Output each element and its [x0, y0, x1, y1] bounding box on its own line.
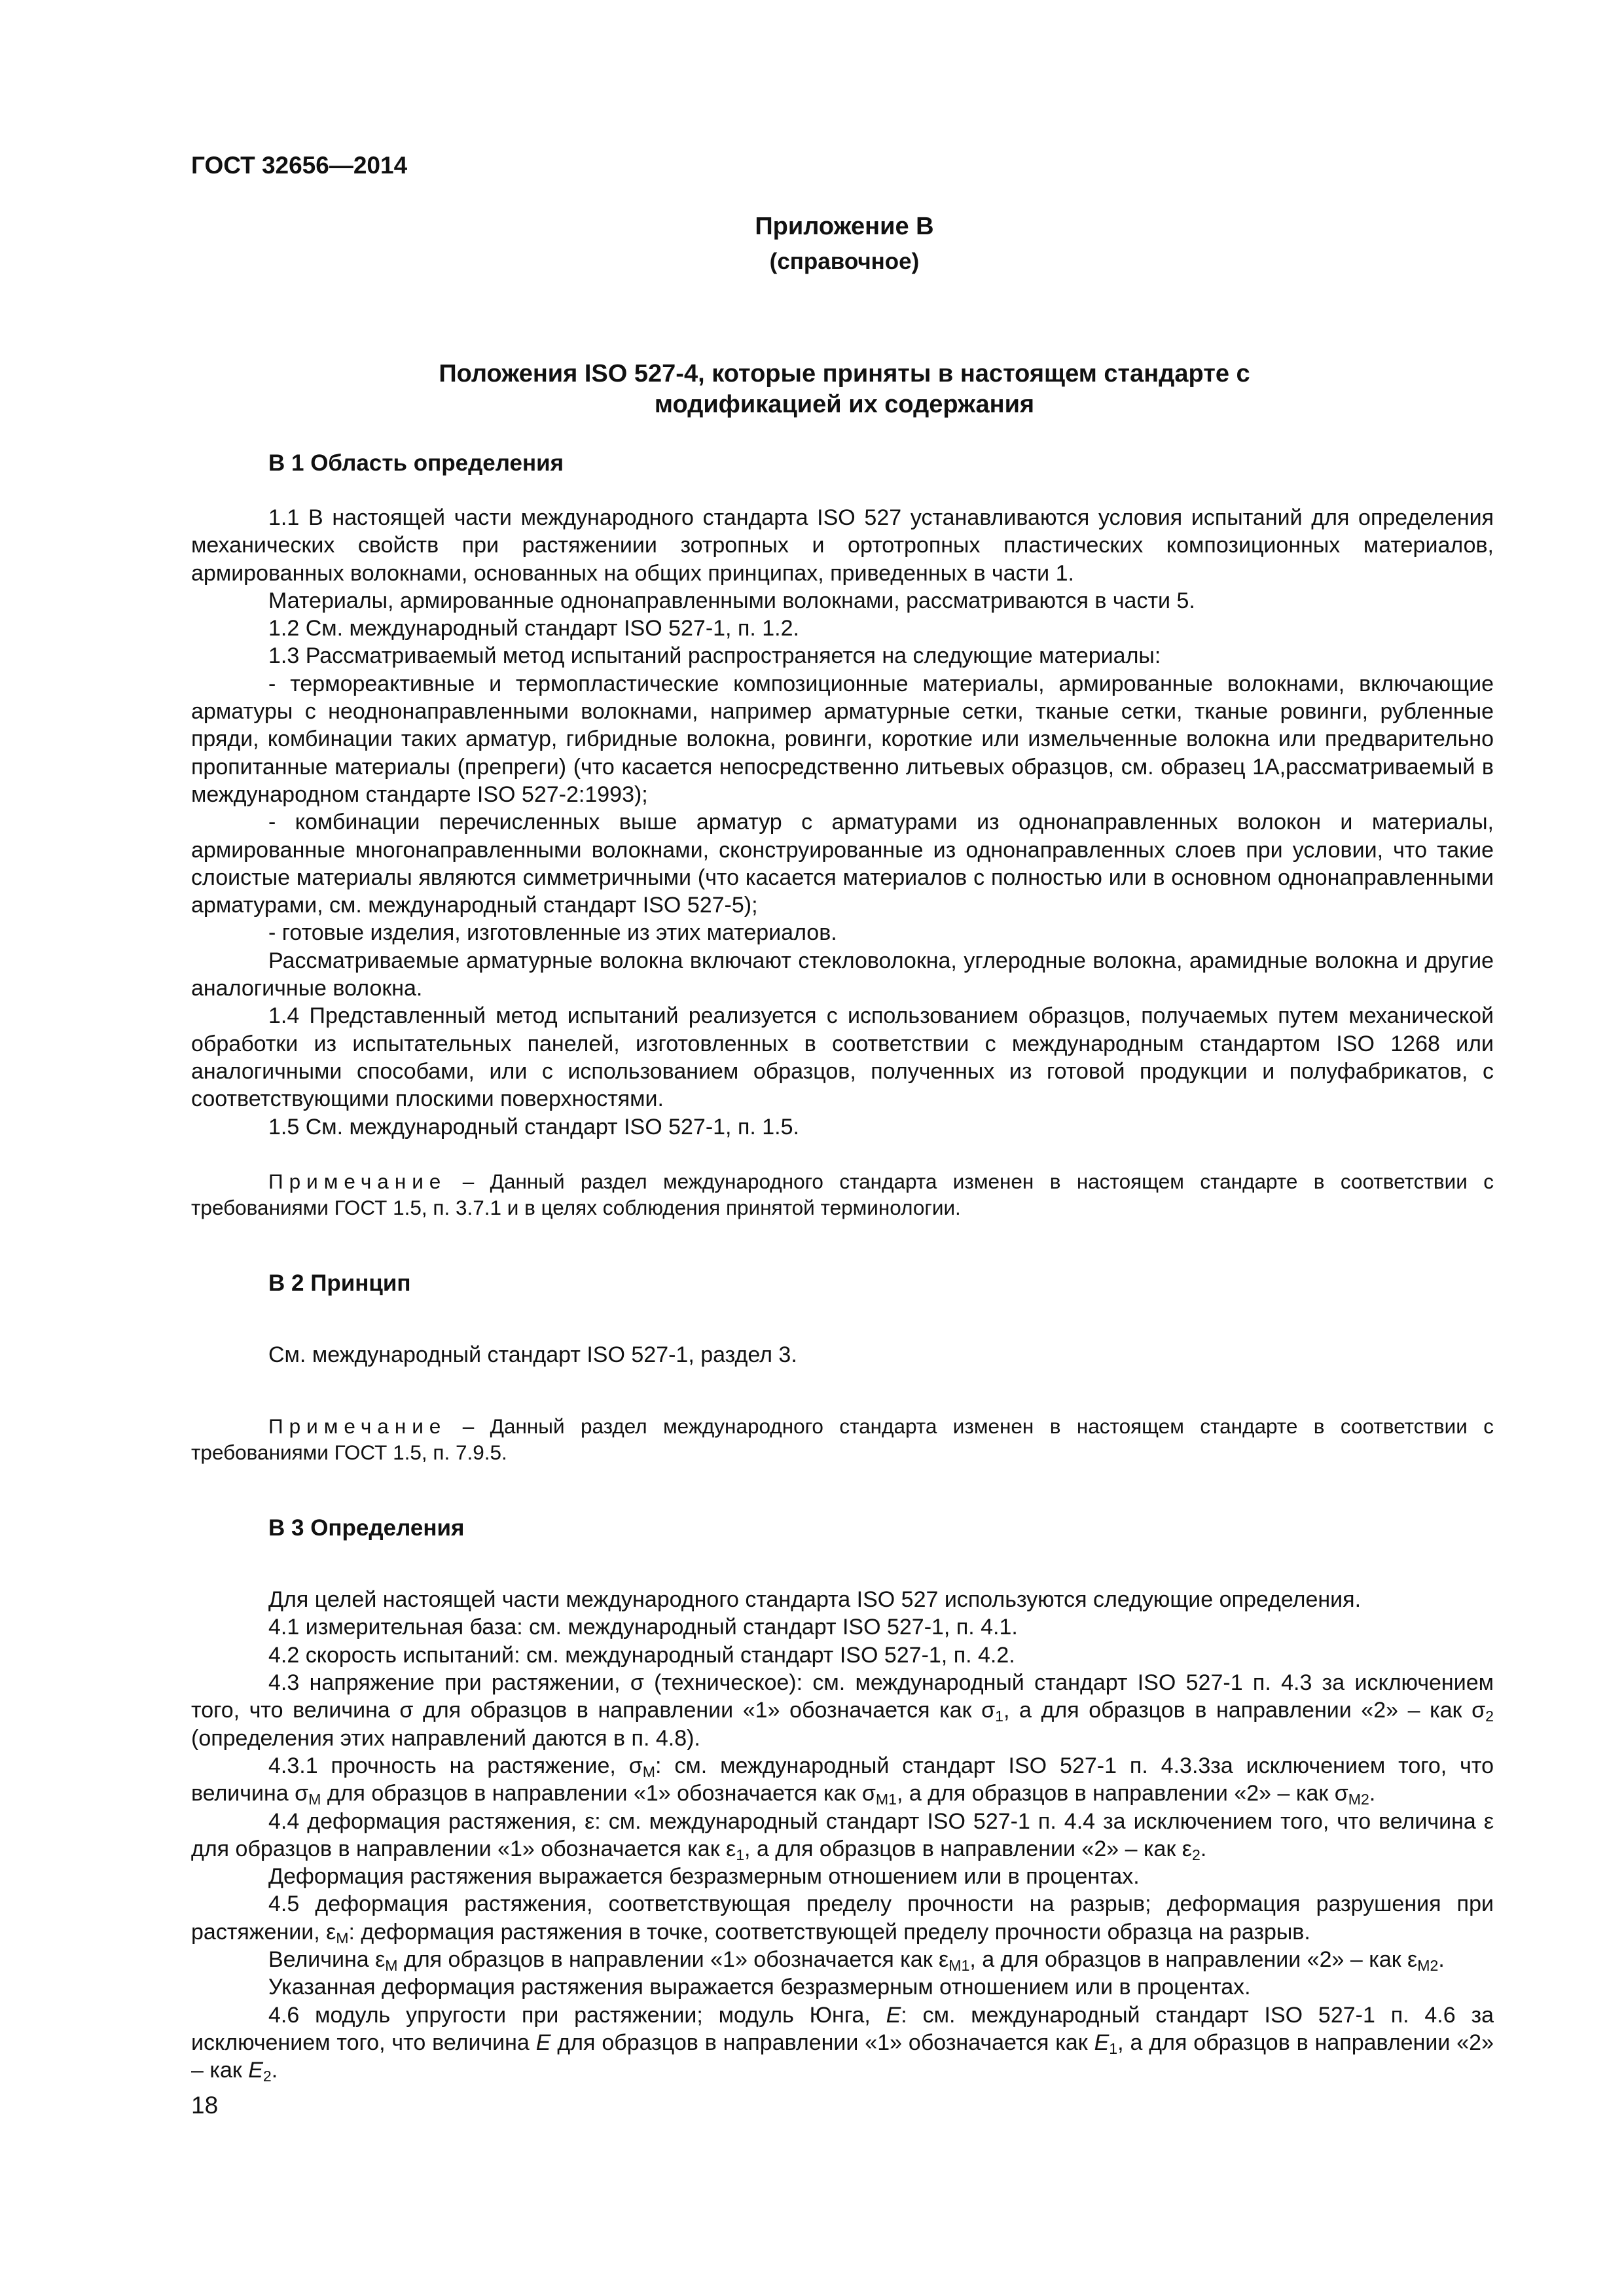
paragraph: 4.6 модуль упругости при растяжении; модуль Юнга, E: см. международный стандарт ISO 527-1 п. 4.6 за исключением того, что величина E для образцов в направлении «1» обозначается как $E_1$, а для образцов в направлении «2» – как $E_2$. [191, 2002, 1494, 2085]
standard-number: ГОСТ 32656—2014 [191, 152, 408, 179]
paragraph: 4.3.1 прочность на растяжение, $\sigma_M$: см. международный стандарт ISO 527-1 п. 4.3.3за исключением того, что величина $\sigma_M$ для образцов в направлении «1» обозначается как $\sigma_{M1}$, а для образцов в направлении «2» – как $\sigma_{M2}$. [191, 1753, 1494, 1808]
section-heading-2: В 2 Принцип [268, 1270, 411, 1296]
paragraph: См. международный стандарт ISO 527-1, раздел 3. [268, 1342, 797, 1367]
note-label: Примечание [268, 1414, 447, 1439]
section-heading-3: В 3 Определения [268, 1515, 465, 1541]
paragraph: - комбинации перечисленных выше арматур с арматурами из однонаправленных волокон и материалы, армированные многонаправленными волокнами, сконструированные из однонаправленных слоев при условии, что такие слоистые материалы являются симметричными (что касается материалов с полностью или в основном однонаправленными арматурами, см. международный стандарт ISO 527-5); [191, 810, 1494, 918]
note-label: Примечание [268, 1169, 447, 1193]
paragraph: Материалы, армированные однонаправленными волокнами, рассматриваются в части 5. [268, 588, 1195, 613]
paragraph: - термореактивные и термопластические композиционные материалы, армированные волокнами, включающие арматуры с неоднонаправленными волокнами, например арматурные сетки, тканые сетки, тканые ровинги, рубленные пряди, комбинации таких арматур, гибридные волокна, ровинги, короткие или измельченные волокна или предварительно пропитанные материалы (препреги) (что касается непосредственно литьевых образцов, см. образец 1А,рассматриваемый в международном стандарте ISO 527-2:1993); [191, 671, 1494, 807]
section-heading-1: В 1 Область определения [268, 450, 564, 476]
note [191, 1168, 1494, 1221]
paragraph: 1.4 Представленный метод испытаний реализуется с использованием образцов, получаемых путем механической обработки из испытательных панелей, изготовленных в соответствии с международным стандартом ISO 1268 или аналогичными способами, или с использованием образцов, полученных из готовой продукции и полуфабрикатов, с соответствующими плоскими поверхностями. [191, 1003, 1494, 1112]
page-number: 18 [191, 2092, 219, 2119]
paragraph: Деформация растяжения выражается безразмерным отношением или в процентах. [268, 1864, 1140, 1890]
paragraph: Рассматриваемые арматурные волокна включают стекловолокна, углеродные волокна, арамидные волокна и другие аналогичные волокна. [191, 948, 1494, 1001]
paragraph: 4.5 деформация растяжения, соответствующая пределу прочности на разрыв; деформация разрушения при растяжении, $\varepsilon_M$: деформация растяжения в точке, соответствующей пределу прочности образца на разрыв. [191, 1892, 1494, 1946]
appendix-subtitle: (справочное) [769, 249, 920, 274]
paragraph: 4.1 измерительная база: см. международный стандарт ISO 527-1, п. 4.1. [268, 1615, 1018, 1640]
paragraph: 1.1 В настоящей части международного стандарта ISO 527 устанавливаются условия испытаний для определения механических свойств при растяжениии зотропных и ортотропных пластических композиционных материалов, армированных волокнами, основанных на общих принципах, приведенных в части 1. [191, 505, 1494, 586]
paragraph: 1.5 См. международный стандарт ISO 527-1, п. 1.5. [268, 1114, 799, 1139]
paragraph: 4.2 скорость испытаний: см. международный стандарт ISO 527-1, п. 4.2. [268, 1642, 1015, 1668]
paragraph: 1.3 Рассматриваемый метод испытаний распространяется на следующие материалы: [268, 643, 1161, 669]
paragraph: 4.3 напряжение при растяжении, σ (техническое): см. международный стандарт ISO 527-1 п. 4.3 за исключением того, что величина σ для образцов в направлении «1» обозначается как $\sigma_1$, а для образцов в направлении «2» – как $\sigma_2$ (определения этих направлений даются в п. 4.8). [191, 1670, 1494, 1751]
paragraph: Для целей настоящей части международного стандарта ISO 527 используются следующие определения. [268, 1587, 1362, 1613]
document-body [191, 450, 1494, 2084]
note [191, 1413, 1494, 1465]
appendix-title: Приложение В [755, 213, 934, 240]
paragraph: 1.2 См. международный стандарт ISO 527-1, п. 1.2. [268, 616, 799, 641]
document-title: Положения ISO 527-4, которые приняты в настоящем стандарте с модификацией их содержания [439, 360, 1250, 418]
note-text: – Данный раздел международного стандарта изменен в настоящем стандарте в соответствии с требованиями ГОСТ 1.5, п. 3.7.1 и в целях соблюдения принятой терминологии. [191, 1169, 1494, 1219]
note-text: – Данный раздел международного стандарта изменен в настоящем стандарте в соответствии с требованиями ГОСТ 1.5, п. 7.9.5. [191, 1414, 1494, 1465]
paragraph: Указанная деформация растяжения выражается безразмерным отношением или в процентах. [268, 1975, 1251, 2000]
paragraph: - готовые изделия, изготовленные из этих материалов. [268, 920, 837, 946]
paragraph: Величина $\varepsilon_M$ для образцов в направлении «1» обозначается как $\varepsilon_{M1}$, а для образцов в направлении «2» – как $\varepsilon_{M2}$. [268, 1946, 1445, 1974]
paragraph: 4.4 деформация растяжения, ε: см. международный стандарт ISO 527-1 п. 4.4 за исключением того, что величина ε для образцов в направлении «1» обозначается как $\varepsilon_1$, а для образцов в направлении «2» – как $\varepsilon_2$. [191, 1808, 1494, 1863]
